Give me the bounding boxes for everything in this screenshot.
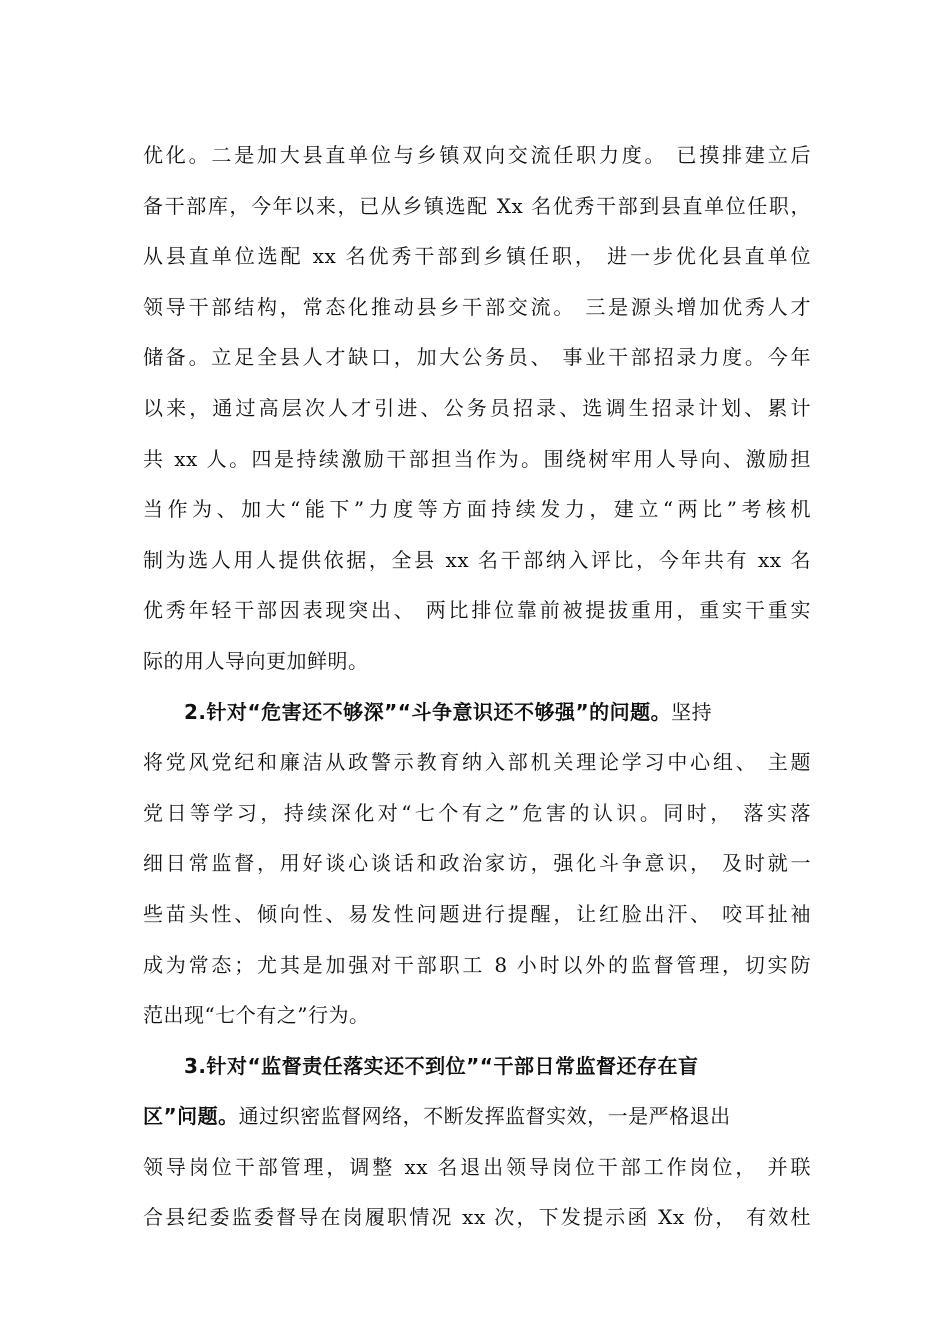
text-line: 细日常监督，用好谈心谈话和政治家访，强化斗争意识， 及时就一 [143, 851, 811, 876]
paragraph-2 [143, 687, 811, 1041]
text-line: 将党风党纪和廉洁从政警示教育纳入部机关理论学习中心组、 主题 [143, 750, 811, 775]
text-line: 优化。二是加大县直单位与乡镇双向交流任职力度。 已摸排建立后 [143, 143, 811, 167]
text-line: 合县纪委监委督导在岗履职情况 xx 次，下发提示函 Xx 份， 有效杜 [143, 1205, 811, 1230]
text-line: 共 xx 人。四是持续激励干部担当作为。围绕树牢用人导向、激励担 [143, 446, 811, 471]
paragraph-2-first-line [143, 687, 811, 738]
paragraph-3-heading: 3.针对“监督责任落实还不到位”“干部日常监督还存在盲 [184, 1053, 699, 1078]
text-line: 范出现“七个有之”行为。 [143, 1003, 370, 1028]
text-line: 优秀年轻干部因表现突出、 两比排位靠前被提拔重用，重实干重实 [143, 598, 811, 623]
text-line: 储备。立足全县人才缺口，加大公务员、 事业干部招录力度。今年 [143, 345, 811, 370]
paragraph-3-heading-end: 区”问题。 [143, 1104, 239, 1129]
text-line: 备干部库，今年以来，已从乡镇选配 Xx 名优秀干部到县直单位任职， [143, 193, 811, 218]
text-line: 些苗头性、倾向性、易发性问题进行提醒，让红脸出汗、 咬耳扯袖 [143, 901, 811, 926]
document-body [143, 130, 811, 1243]
text-run: 通过织密监督网络，不断发挥监督实效，一是严格退出 [238, 1104, 731, 1129]
text-line: 领导干部结构，常态化推动县乡干部交流。 三是源头增加优秀人才 [143, 294, 811, 319]
text-line: 成为常态；尤其是加强对干部职工 8 小时以外的监督管理，切实防 [143, 952, 811, 977]
paragraph-3-second-line [143, 1091, 811, 1142]
text-line: 从县直单位选配 xx 名优秀干部到乡镇任职， 进一步优化县直单位 [143, 244, 811, 269]
text-line: 以来，通过高层次人才引进、公务员招录、选调生招录计划、累计 [143, 395, 811, 420]
text-line: 领导岗位干部管理，调整 xx 名退出领导岗位干部工作岗位， 并联 [143, 1154, 811, 1179]
text-line: 际的用人导向更加鲜明。 [143, 648, 369, 673]
paragraph-1 [143, 130, 811, 687]
paragraph-2-heading: 2.针对“危害还不够深”“斗争意识还不够强”的问题。 [184, 699, 672, 724]
text-line: 当作为、加大“能下”力度等方面持续发力，建立“两比”考核机 [143, 497, 811, 522]
text-line: 制为选人用人提供依据，全县 xx 名干部纳入评比，今年共有 xx 名 [143, 547, 811, 572]
paragraph-3 [143, 1041, 811, 1243]
text-line: 党日等学习，持续深化对“七个有之”危害的认识。同时， 落实落 [143, 800, 811, 825]
text-run: 坚持 [671, 699, 713, 724]
